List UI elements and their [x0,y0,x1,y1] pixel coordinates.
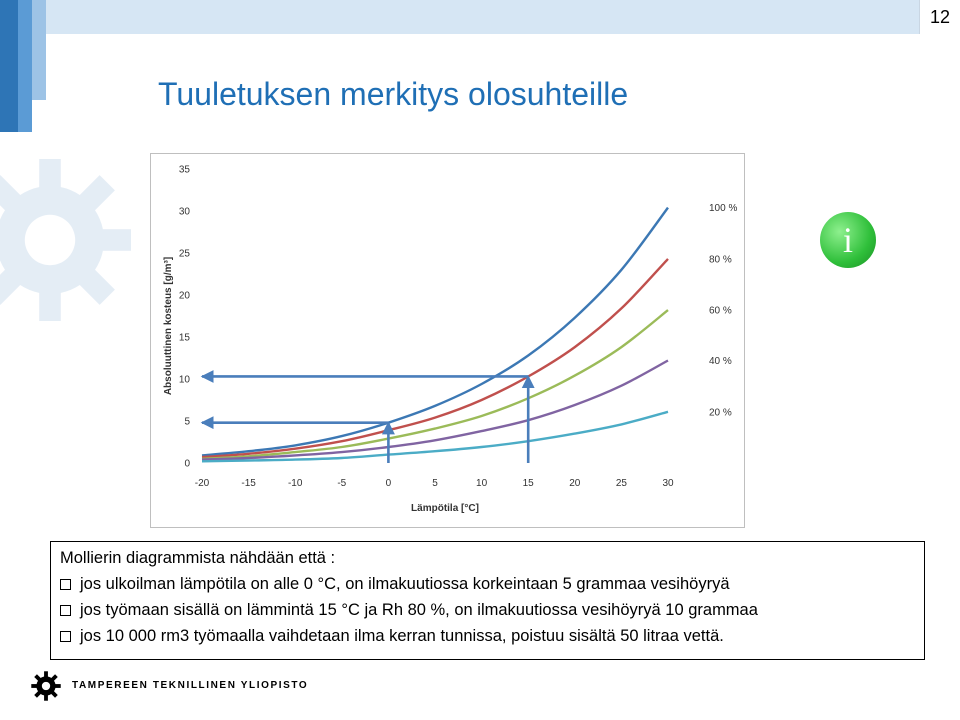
x-tick-label: 20 [569,478,581,489]
y-tick-label: 0 [184,458,190,470]
left-accent-stripe-3 [32,0,46,100]
page-number: 12 [919,0,960,34]
bullet-item [60,597,924,623]
checkbox-bullet-icon [60,631,71,642]
x-tick-label: -10 [287,478,303,489]
x-tick-label: 0 [385,478,392,489]
y-tick-label: 30 [178,206,190,218]
y-axis-title: Absoluuttinen kosteus [g/m³] [163,256,174,396]
text-box-intro: Mollierin diagrammista nähdään että : [60,549,336,567]
bullet-text: jos työmaan sisällä on lämmintä 15 °C ja Rh 80 %, on ilmakuutiossa vesihöyryä 10 grammaa [80,601,758,619]
footer-organization: TAMPEREEN TEKNILLINEN YLIOPISTO [72,680,309,691]
y-tick-label: 10 [178,374,190,386]
legend-entry: 80 % [709,254,732,266]
checkbox-bullet-icon [60,579,71,590]
slide-title: Tuuletuksen merkitys olosuhteille [158,76,629,112]
left-accent-stripe [0,0,18,132]
y-tick-labels [179,165,191,470]
left-accent-stripe-2 [18,0,32,132]
checkbox-bullet-icon [60,605,71,616]
mollier-chart [150,153,745,528]
info-icon: i [820,212,876,268]
legend-entry: 60 % [709,305,732,317]
y-tick-label: 25 [178,248,190,260]
x-tick-label: -15 [241,478,256,489]
bullet-text: jos 10 000 rm3 työmaalla vaihdetaan ilma kerran tunnissa, poistuu sisältä 50 litraa vettä. [80,627,724,645]
legend-entry: 100 % [709,203,738,215]
legend-entry: 40 % [709,356,732,368]
y-tick-label: 15 [178,332,190,344]
x-tick-label: 30 [662,478,674,489]
chart-svg [151,154,744,527]
top-band [0,0,960,34]
bullet-item [60,571,924,597]
gear-watermark-icon [0,150,140,330]
x-tick-label: 10 [476,478,488,489]
bullet-item [60,623,924,649]
y-tick-label: 5 [184,416,190,428]
x-tick-label: 25 [615,478,627,489]
series-line [202,310,668,459]
y-tick-label: 20 [178,290,190,302]
university-logo-icon [30,670,62,702]
text-box [50,541,925,660]
x-tick-label: 5 [432,478,438,489]
x-tick-label: -5 [337,478,347,489]
legend [709,203,737,418]
x-tick-label: -20 [194,478,210,489]
x-axis-title: Lämpötila [°C] [411,503,479,514]
y-tick-label: 35 [178,164,190,176]
bullet-text: jos ulkoilman lämpötila on alle 0 °C, on ilmakuutiossa korkeintaan 5 grammaa vesihöyryä [80,575,730,593]
x-tick-label: 15 [522,478,534,489]
x-tick-labels [195,478,674,489]
legend-entry: 20 % [709,407,732,419]
